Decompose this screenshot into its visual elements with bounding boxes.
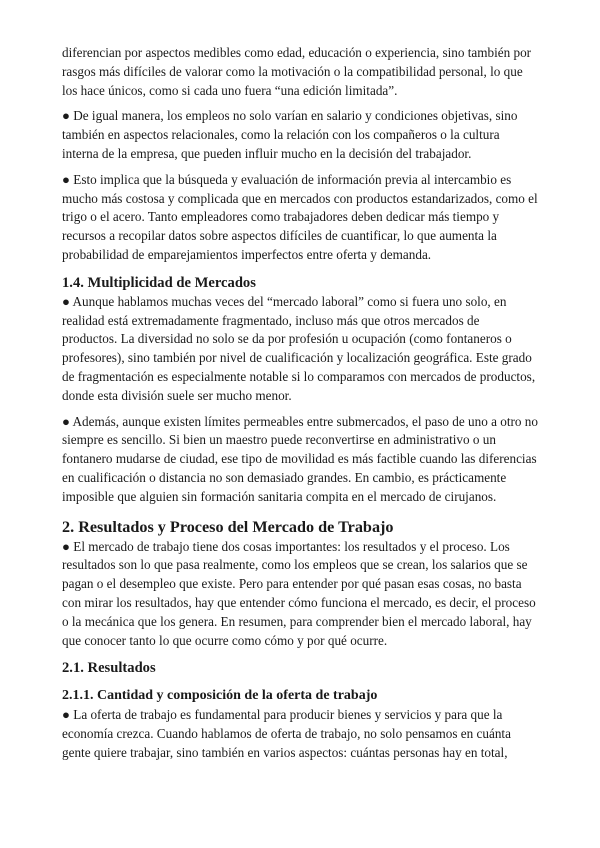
paragraph: diferencian por aspectos medibles como edad, educación o experiencia, sino también por rasgos más difíciles de valorar como la motivación o la compatibilidad personal, lo que los hace únicos, como si cada uno fuera “una edición limitada”. xyxy=(62,45,532,98)
section-heading-1-4: 1.4. Multiplicidad de Mercados xyxy=(62,274,256,291)
section-heading-2-1-1: 2.1.1. Cantidad y composición de la oferta de trabajo xyxy=(62,688,378,704)
section-heading-2-1: 2.1. Resultados xyxy=(62,660,156,677)
paragraph: ● Además, aunque existen límites permeables entre submercados, el paso de uno a otro no siempre es sencillo. Si bien un maestro puede reconvertirse en administrativo o un fontanero mudarse de ciudad, ese tipo de movilidad es más factible cuando las diferencias en cualificación o distancia no son demasiado grandes. En cambio, es prácticamente imposible que alguien sin formación sanitaria compita en el mercado de cirujanos. xyxy=(62,413,538,504)
paragraph: ● La oferta de trabajo es fundamental para producir bienes y servicios y para que la economía crezca. Cuando hablamos de oferta de trabajo, no solo pensamos en cuánta gente quiere trabajar, sino también en varios aspectos: cuántas personas hay en total, xyxy=(62,707,511,760)
paragraph: ● Esto implica que la búsqueda y evaluación de información previa al intercambio es mucho más costosa y complicada que en mercados con productos estandarizados, como el trigo o el acero. Tanto empleadores como trabajadores deben dedicar más tiempo y recursos a recopilar datos sobre aspectos difíciles de cuantificar, lo que aumenta la probabilidad de emparejamientos imperfectos entre oferta y demanda. xyxy=(62,171,538,262)
paragraph: ● El mercado de trabajo tiene dos cosas importantes: los resultados y el proceso. Los resultados son lo que pasa realmente, como los empleos que se crean, los salarios que se pagan o el desempleo que existe. Pero para entender por qué pasan esas cosas, no basta con mirar los resultados, hay que entender cómo funciona el mercado, es decir, el proceso o la mecánica que los genera. En resumen, para comprender bien el mercado laboral, hay que conocer tanto lo que ocurre como cómo y por qué ocurre. xyxy=(62,538,536,648)
section-heading-2: 2. Resultados y Proceso del Mercado de Trabajo xyxy=(62,517,394,536)
paragraph: ● De igual manera, los empleos no solo varían en salario y condiciones objetivas, sino también en aspectos relacionales, como la relación con los compañeros o la cultura interna de la empresa, que pueden influir mucho en la decisión del trabajador. xyxy=(62,108,518,161)
paragraph: ● Aunque hablamos muchas veces del “mercado laboral” como si fuera uno solo, en realidad está extremadamente fragmentado, incluso más que otros mercados de productos. La diversidad no solo se da por profesión u ocupación (como fontaneros o profesores), sino también por nivel de cualificación y localización geográfica. Este grado de fragmentación es especialmente notable si lo comparamos con mercados de productos, donde esta división suele ser mucho menor. xyxy=(62,293,536,403)
